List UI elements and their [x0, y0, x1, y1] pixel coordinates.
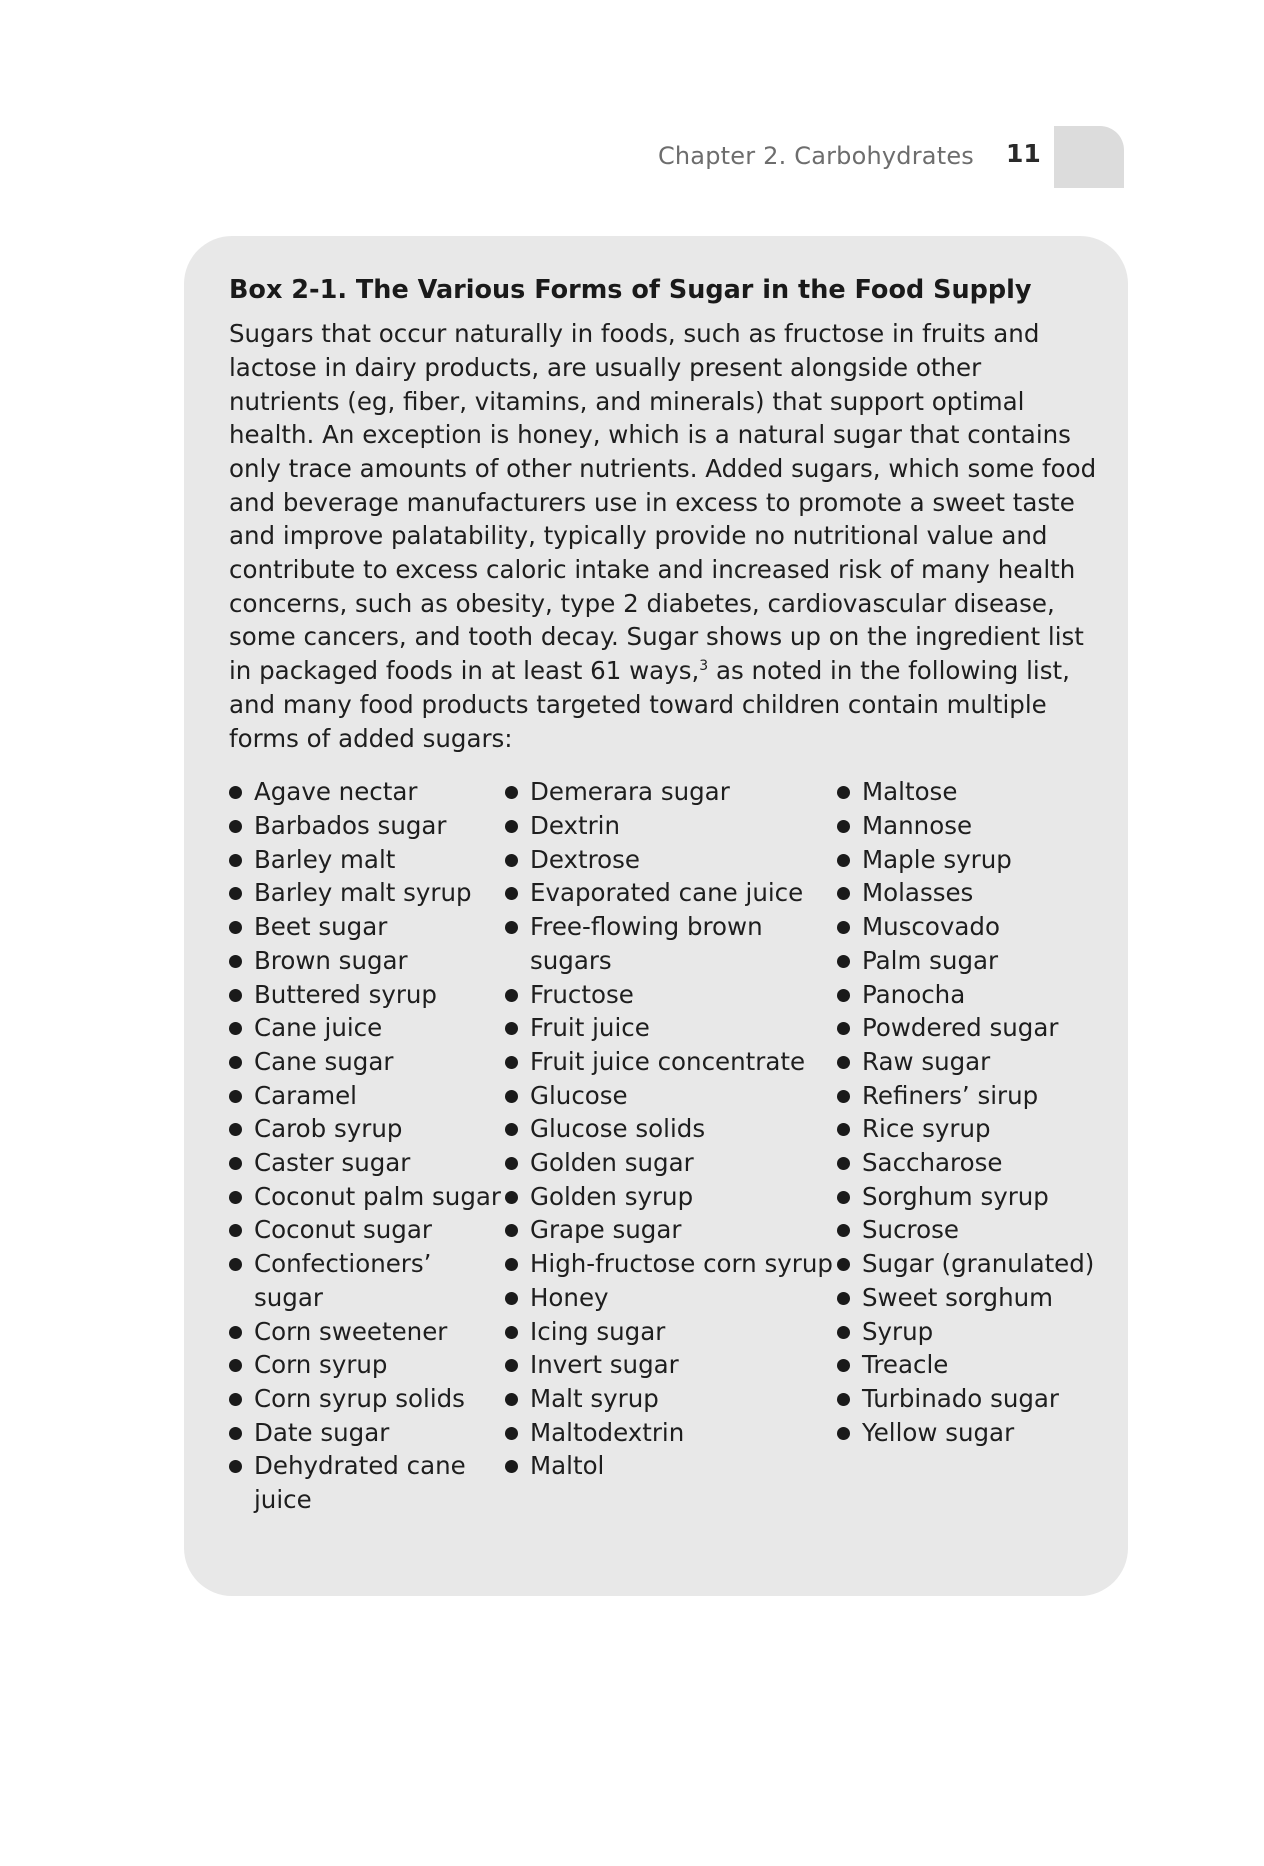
sugar-list-item [837, 978, 1097, 1012]
sugar-list-item [229, 775, 505, 809]
sugar-list-item [837, 1281, 1097, 1315]
bullet-icon [837, 1224, 850, 1237]
sugar-list-item-label: Corn sweetener [254, 1316, 448, 1346]
bullet-icon [505, 921, 518, 934]
sugar-list-item-label: Sugar (granulated) [862, 1249, 1095, 1279]
box-body-text [229, 317, 1098, 755]
sugar-list-item [837, 1382, 1097, 1416]
bullet-icon [837, 1258, 850, 1271]
sugar-list-column-1 [229, 775, 505, 1516]
sugar-list-item [505, 910, 835, 977]
sugar-list-item-label: Sucrose [862, 1215, 959, 1245]
sugar-list-item-label: Barley malt syrup [254, 878, 472, 908]
sugar-list-item-label: Muscovado [862, 912, 1000, 942]
sugar-list-item-label: Dehydrated cane juice [254, 1451, 466, 1515]
sugar-list-item-label: Free-flowing brown sugars [530, 912, 763, 975]
sugar-list-item [229, 1382, 505, 1416]
sugar-list-item-label: Treacle [862, 1350, 949, 1380]
sugar-list-item-label: Mannose [862, 810, 973, 840]
bullet-icon [229, 1393, 242, 1406]
sugar-list-item [505, 1011, 835, 1045]
sugar-list-item [505, 1112, 835, 1146]
bullet-icon [505, 887, 518, 900]
sugar-list-item-label: Rice syrup [862, 1114, 991, 1144]
body-text-before-ref: Sugars that occur naturally in foods, such as fructose in fruits and lactose in dairy products, are usually present alongside other nutrients (eg, fiber, vitamins, and minerals) that support optimal health. An exception is honey, which is a natural sugar that contains only trace amounts of other nutrients. Added sugars, which some food and beverage manufacturers use in excess to promote a sweet taste and improve palatability, typically provide no nutritional value and contribute to excess caloric intake and increased risk of many health concerns, such as obesity, type 2 diabetes, cardiovascular disease, some cancers, and tooth decay. Sugar shows up on the ingredient list in packaged foods in at least 61 ways, [229, 319, 1097, 686]
bullet-icon [229, 1326, 242, 1339]
sugar-list-item-label: Corn syrup [254, 1350, 388, 1380]
bullet-icon [837, 1326, 850, 1339]
sugar-list-item-label: Confectioners’ sugar [254, 1249, 432, 1312]
sugar-list-item-label: Invert sugar [530, 1350, 679, 1380]
sugar-list-item [505, 1449, 835, 1483]
sugar-list-item [229, 1247, 505, 1314]
sugar-list-item-label: Carob syrup [254, 1114, 403, 1144]
bullet-icon [505, 1224, 518, 1237]
bullet-icon [229, 1224, 242, 1237]
sugar-list-item-label: Cane juice [254, 1013, 383, 1043]
sugar-list-item [229, 1112, 505, 1146]
bullet-icon [229, 1056, 242, 1069]
bullet-icon [505, 1191, 518, 1204]
sugar-list-item-label: Brown sugar [254, 945, 408, 975]
bullet-icon [505, 1157, 518, 1170]
sugar-list-item-label: Buttered syrup [254, 979, 437, 1009]
bullet-icon [505, 1123, 518, 1136]
chapter-title: Chapter 2. Carbohydrates [657, 142, 974, 170]
sugar-list-item [229, 1079, 505, 1113]
sugar-list-item-label: Sorghum syrup [862, 1181, 1049, 1211]
sugar-list-item [505, 1045, 835, 1079]
bullet-icon [837, 854, 850, 867]
sugar-list-item [229, 1180, 505, 1214]
sugar-list-item-label: Barley malt [254, 844, 396, 874]
sugar-list-item [505, 1348, 835, 1382]
sugar-list-item-label: Glucose [530, 1080, 628, 1110]
page-number: 11 [1006, 139, 1041, 168]
sugar-list-item [505, 1382, 835, 1416]
sugar-list-item-label: Caster sugar [254, 1148, 411, 1178]
bullet-icon [837, 887, 850, 900]
bullet-icon [505, 1022, 518, 1035]
bullet-icon [837, 1056, 850, 1069]
bullet-icon [837, 1427, 850, 1440]
sugar-list-item-label: Grape sugar [530, 1215, 682, 1245]
sugar-list-item-label: Yellow sugar [862, 1417, 1015, 1447]
sugar-list-item-label: Caramel [254, 1080, 357, 1110]
sugar-list-item [837, 843, 1097, 877]
sugar-list-item [837, 1213, 1097, 1247]
sugar-list-item [505, 1146, 835, 1180]
bullet-icon [837, 1090, 850, 1103]
bullet-icon [505, 854, 518, 867]
sugar-list-item [229, 809, 505, 843]
sugar-list-item-label: Powdered sugar [862, 1013, 1059, 1043]
bullet-icon [837, 989, 850, 1002]
sugar-list-item-label: Golden syrup [530, 1181, 694, 1211]
sugar-list-item [505, 809, 835, 843]
sugar-list-item-label: Turbinado sugar [862, 1383, 1060, 1413]
bullet-icon [837, 1393, 850, 1406]
sugar-list-item [837, 1247, 1097, 1281]
bullet-icon [229, 921, 242, 934]
sugar-list-item [837, 910, 1097, 944]
sugar-list-item [505, 876, 835, 910]
bullet-icon [229, 1427, 242, 1440]
sugar-list-item [229, 843, 505, 877]
sugar-list-item-label: Palm sugar [862, 945, 999, 975]
sugar-list [229, 775, 1098, 1555]
bullet-icon [505, 1359, 518, 1372]
sugar-list-item [229, 1146, 505, 1180]
sugar-list-item-label: Coconut sugar [254, 1215, 432, 1245]
sugar-list-item [229, 1449, 505, 1516]
sugar-list-item [837, 809, 1097, 843]
sugar-list-item-label: Icing sugar [530, 1316, 666, 1346]
sugar-list-item [505, 843, 835, 877]
body-text-after-ref: as noted in the following list, and many food products targeted toward children contain multiple forms of added sugars: [229, 656, 1070, 753]
bullet-icon [837, 1191, 850, 1204]
bullet-icon [229, 989, 242, 1002]
bullet-icon [505, 989, 518, 1002]
sugar-list-item-label: High-fructose corn syrup [530, 1249, 833, 1279]
sugar-list-item [837, 1079, 1097, 1113]
bullet-icon [505, 786, 518, 799]
sugar-list-item-label: Syrup [862, 1316, 934, 1346]
sugar-list-item-label: Molasses [862, 878, 974, 908]
bullet-icon [229, 820, 242, 833]
sugar-list-item [837, 1146, 1097, 1180]
bullet-icon [505, 1292, 518, 1305]
sugar-list-item [229, 978, 505, 1012]
sugar-list-item-label: Beet sugar [254, 912, 388, 942]
bullet-icon [505, 1056, 518, 1069]
sugar-list-column-2 [505, 775, 835, 1483]
sugar-list-item [837, 1315, 1097, 1349]
sugar-list-item [229, 1045, 505, 1079]
sugar-list-item [837, 1180, 1097, 1214]
sugar-list-item [837, 944, 1097, 978]
bullet-icon [229, 1022, 242, 1035]
sugar-list-item-label: Maltose [862, 777, 958, 807]
sugar-list-item [505, 1180, 835, 1214]
bullet-icon [229, 1258, 242, 1271]
sugar-list-item-label: Agave nectar [254, 777, 418, 807]
sugar-list-item [229, 1416, 505, 1450]
bullet-icon [229, 955, 242, 968]
sugar-list-item-label: Golden sugar [530, 1148, 694, 1178]
sugar-list-item-label: Fruit juice concentrate [530, 1046, 806, 1076]
bullet-icon [837, 1359, 850, 1372]
sugar-list-item [229, 1348, 505, 1382]
sugar-list-item-label: Fruit juice [530, 1013, 650, 1043]
sugar-list-item-label: Maltodextrin [530, 1417, 685, 1447]
bullet-icon [505, 1393, 518, 1406]
bullet-icon [229, 1123, 242, 1136]
sugar-list-item [229, 1011, 505, 1045]
sugar-list-item [505, 1247, 835, 1281]
sugar-list-item-label: Raw sugar [862, 1046, 991, 1076]
bullet-icon [837, 820, 850, 833]
sugar-list-item-label: Saccharose [862, 1148, 1003, 1178]
sugar-list-item-label: Sweet sorghum [862, 1282, 1053, 1312]
sugar-list-item-label: Evaporated cane juice [530, 878, 804, 908]
reference-superscript: 3 [699, 658, 709, 675]
sugar-list-item-label: Fructose [530, 979, 634, 1009]
sugar-list-item [837, 1045, 1097, 1079]
bullet-icon [229, 1460, 242, 1473]
sugar-list-item-label: Glucose solids [530, 1114, 706, 1144]
sugar-list-item [837, 1416, 1097, 1450]
bullet-icon [229, 1191, 242, 1204]
bullet-icon [229, 1090, 242, 1103]
page-tab-decoration [1054, 126, 1124, 188]
bullet-icon [229, 854, 242, 867]
sugar-list-item [505, 1281, 835, 1315]
sugar-list-item-label: Corn syrup solids [254, 1383, 465, 1413]
bullet-icon [505, 1258, 518, 1271]
bullet-icon [229, 887, 242, 900]
sugar-list-item-label: Malt syrup [530, 1383, 659, 1413]
sugar-list-item-label: Coconut palm sugar [254, 1181, 501, 1211]
bullet-icon [505, 1427, 518, 1440]
sugar-list-item [505, 1079, 835, 1113]
sugar-list-item-label: Refiners’ sirup [862, 1080, 1039, 1110]
bullet-icon [837, 786, 850, 799]
bullet-icon [837, 921, 850, 934]
running-head [0, 122, 1264, 188]
bullet-icon [837, 1157, 850, 1170]
sugar-list-item-label: Honey [530, 1282, 609, 1312]
sidebar-box [184, 236, 1128, 1596]
sugar-list-item [505, 775, 835, 809]
bullet-icon [229, 1157, 242, 1170]
bullet-icon [837, 1123, 850, 1136]
sugar-list-item [229, 910, 505, 944]
sugar-list-item-label: Maple syrup [862, 844, 1012, 874]
sugar-list-item [837, 1011, 1097, 1045]
sugar-list-item-label: Barbados sugar [254, 810, 447, 840]
sugar-list-item [229, 876, 505, 910]
sugar-list-item-label: Dextrin [530, 810, 621, 840]
sugar-list-item [229, 1315, 505, 1349]
sugar-list-item [837, 1348, 1097, 1382]
sugar-list-item-label: Dextrose [530, 844, 640, 874]
bullet-icon [229, 1359, 242, 1372]
sugar-list-item-label: Demerara sugar [530, 777, 730, 807]
sugar-list-item [505, 1416, 835, 1450]
bullet-icon [505, 1326, 518, 1339]
bullet-icon [505, 1090, 518, 1103]
bullet-icon [837, 1292, 850, 1305]
sugar-list-item-label: Cane sugar [254, 1046, 394, 1076]
sugar-list-column-3 [837, 775, 1097, 1449]
bullet-icon [837, 955, 850, 968]
bullet-icon [229, 786, 242, 799]
sugar-list-item [229, 944, 505, 978]
sugar-list-item [229, 1213, 505, 1247]
bullet-icon [505, 820, 518, 833]
sugar-list-item [837, 876, 1097, 910]
sugar-list-item-label: Date sugar [254, 1417, 390, 1447]
bullet-icon [837, 1022, 850, 1035]
sugar-list-item [837, 1112, 1097, 1146]
sugar-list-item-label: Panocha [862, 979, 966, 1009]
sugar-list-item [837, 775, 1097, 809]
bullet-icon [505, 1460, 518, 1473]
sugar-list-item [505, 978, 835, 1012]
sugar-list-item [505, 1315, 835, 1349]
sugar-list-item [505, 1213, 835, 1247]
box-title: Box 2-1. The Various Forms of Sugar in the Food Supply [229, 275, 1032, 305]
sugar-list-item-label: Maltol [530, 1451, 605, 1481]
